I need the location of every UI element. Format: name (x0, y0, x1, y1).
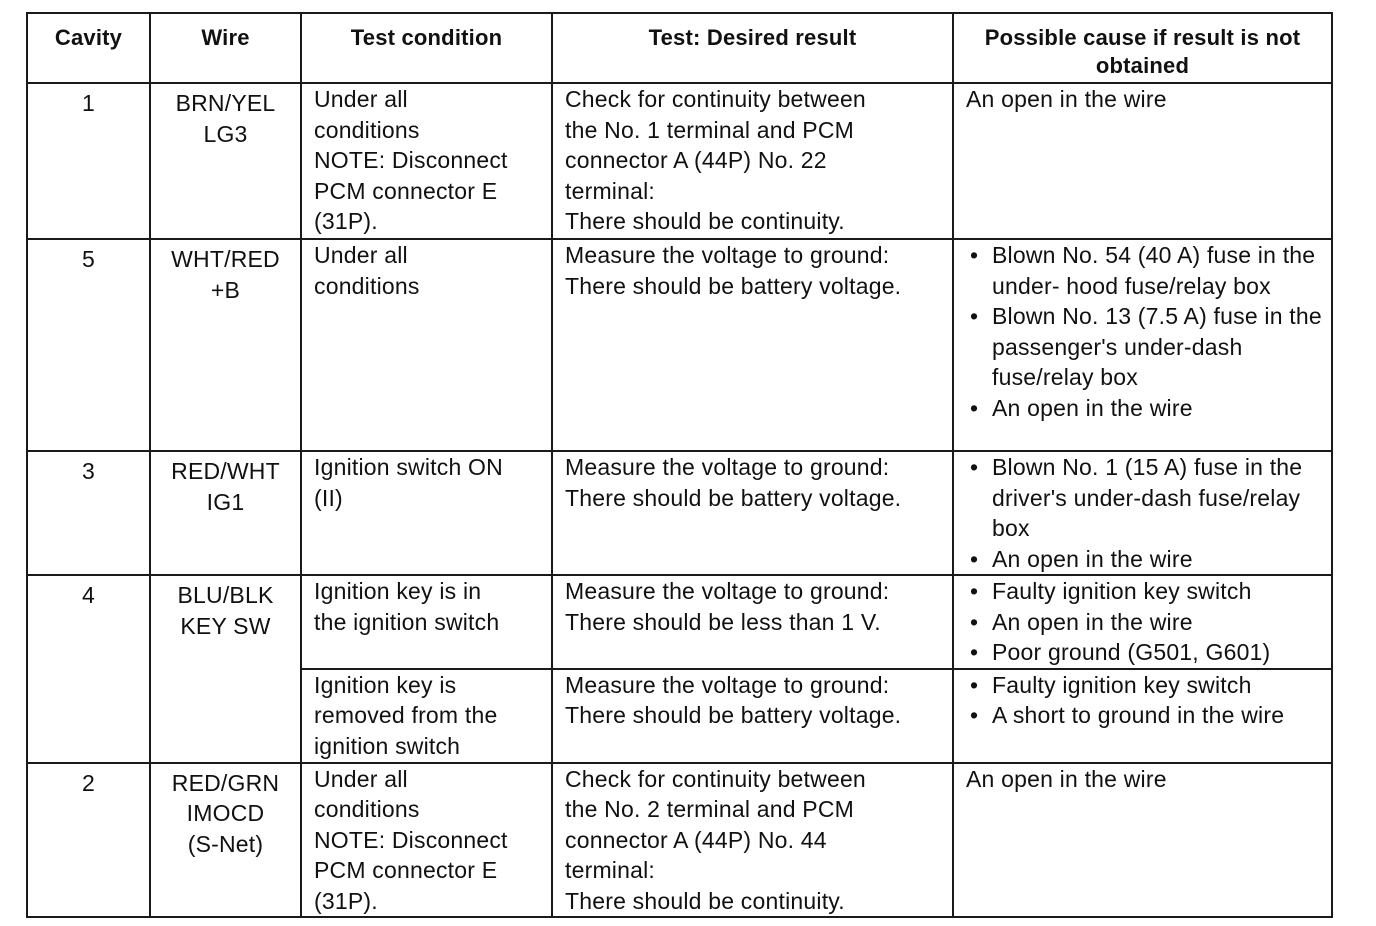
bullet-icon: • (970, 545, 979, 572)
cavity-cell: 4 (27, 575, 150, 763)
cavity-cell: 3 (27, 451, 150, 575)
result-line: the No. 2 terminal and PCM (565, 796, 854, 822)
result-line: connector A (44P) No. 44 (565, 826, 827, 853)
list-item (966, 301, 1323, 393)
condition-note: PCM connector E (314, 857, 498, 883)
wire-signal: IG1 (206, 488, 245, 515)
cause-text: An open in the wire (966, 765, 1167, 792)
table-row (27, 83, 1332, 239)
wire-signal: IMOCD (186, 800, 265, 826)
test-condition-cell (301, 575, 552, 669)
wire-color: RED/GRN (171, 769, 280, 796)
wire-color: BLU/BLK (177, 582, 274, 608)
bullet-icon: • (970, 578, 979, 604)
cause-item-text: Faulty ignition key switch (992, 671, 1252, 698)
desired-result-cell (552, 669, 953, 763)
result-line: Measure the voltage to ground: (565, 454, 890, 480)
condition-note: NOTE: Disconnect (314, 147, 508, 173)
list-item (966, 452, 1323, 544)
wire-color: RED/WHT (171, 458, 280, 484)
cause-item-text: A short to ground in the wire (992, 702, 1285, 728)
wire-cell (150, 763, 301, 918)
condition-line: Under all (314, 242, 408, 268)
test-condition-cell (301, 451, 552, 575)
cavity-cell: 2 (27, 763, 150, 918)
condition-note: (31P). (314, 887, 378, 914)
desired-result-cell (552, 575, 953, 669)
possible-cause-cell (953, 451, 1332, 575)
result-line: There should be continuity. (565, 887, 845, 914)
result-line: connector A (44P) No. 22 (565, 147, 827, 173)
test-condition-cell (301, 83, 552, 239)
cause-item-text: An open in the wire (992, 545, 1193, 572)
result-line: There should be less than 1 V. (565, 608, 881, 635)
list-item (966, 240, 1323, 301)
result-line: Measure the voltage to ground: (565, 578, 890, 604)
bullet-icon: • (970, 608, 979, 635)
wire-signal: KEY SW (180, 612, 271, 639)
condition-line: Under all (314, 765, 408, 792)
condition-line: conditions (314, 272, 420, 299)
cause-text: An open in the wire (966, 86, 1167, 112)
possible-cause-cell (953, 239, 1332, 451)
list-item (966, 607, 1323, 638)
list-item (966, 637, 1323, 668)
list-item (966, 576, 1323, 607)
test-condition-cell (301, 239, 552, 451)
condition-line: (II) (314, 484, 343, 511)
result-line: Measure the voltage to ground: (565, 242, 890, 268)
condition-line: removed from the (314, 702, 498, 728)
cause-list (966, 670, 1323, 731)
condition-line: Ignition switch ON (314, 454, 503, 480)
header-test-condition: Test condition (301, 13, 552, 83)
wire-cell (150, 575, 301, 763)
desired-result-cell (552, 451, 953, 575)
table-row (27, 763, 1332, 918)
table-row (27, 239, 1332, 451)
result-line: Measure the voltage to ground: (565, 671, 890, 698)
list-item (966, 544, 1323, 575)
result-line: terminal: (565, 857, 655, 883)
condition-line: conditions (314, 116, 420, 143)
cause-item-text: An open in the wire (992, 608, 1193, 635)
diagnosis-table-container (26, 12, 1331, 918)
cause-item-text: Blown No. 54 (40 A) fuse in the under- hood fuse/relay box (992, 242, 1316, 299)
result-line: There should be battery voltage. (565, 272, 902, 299)
desired-result-cell (552, 763, 953, 918)
result-line: Check for continuity between (565, 765, 866, 792)
header-wire: Wire (150, 13, 301, 83)
condition-line: conditions (314, 796, 420, 822)
cause-item-text: Blown No. 13 (7.5 A) fuse in the passenger's under-dash fuse/relay box (992, 303, 1322, 390)
condition-line: Ignition key is in (314, 578, 482, 604)
bullet-icon: • (970, 454, 979, 480)
condition-note: NOTE: Disconnect (314, 826, 508, 853)
result-line: There should be battery voltage. (565, 702, 902, 728)
desired-result-cell (552, 83, 953, 239)
test-condition-cell (301, 669, 552, 763)
table-row (27, 575, 1332, 669)
result-line: Check for continuity between (565, 86, 866, 112)
cause-item-text: Poor ground (G501, G601) (992, 639, 1271, 665)
list-item (966, 670, 1323, 701)
condition-line: Under all (314, 86, 408, 112)
cause-item-text: An open in the wire (992, 394, 1193, 421)
possible-cause-cell (953, 83, 1332, 239)
cavity-cell: 1 (27, 83, 150, 239)
wire-signal: LG3 (203, 120, 248, 147)
result-line: terminal: (565, 177, 655, 204)
list-item (966, 700, 1323, 731)
condition-line: ignition switch (314, 732, 461, 759)
cause-list (966, 452, 1323, 574)
condition-line: Ignition key is (314, 671, 457, 698)
header-desired-result: Test: Desired result (552, 13, 953, 83)
header-row (27, 13, 1332, 83)
header-cavity: Cavity (27, 13, 150, 83)
wire-cell (150, 239, 301, 451)
bullet-icon: • (970, 639, 979, 665)
cause-item-text: Blown No. 1 (15 A) fuse in the driver's under-dash fuse/relay box (992, 454, 1303, 541)
cause-list (966, 240, 1323, 423)
bullet-icon: • (970, 394, 979, 421)
connector-test-table (26, 12, 1333, 918)
wire-network: (S-Net) (187, 830, 264, 857)
bullet-icon: • (970, 702, 979, 728)
possible-cause-cell (953, 763, 1332, 918)
bullet-icon: • (970, 671, 979, 698)
cause-item-text: Faulty ignition key switch (992, 578, 1252, 604)
bullet-icon: • (970, 303, 979, 329)
desired-result-cell (552, 239, 953, 451)
wire-signal: +B (210, 276, 241, 303)
table-row (27, 451, 1332, 575)
header-possible-cause: Possible cause if result is not obtained (953, 13, 1332, 83)
wire-color: BRN/YEL (175, 90, 276, 116)
bullet-icon: • (970, 242, 979, 268)
possible-cause-cell (953, 575, 1332, 669)
list-item (966, 393, 1323, 424)
wire-cell (150, 83, 301, 239)
condition-note: PCM connector E (314, 177, 498, 204)
cause-list (966, 576, 1323, 668)
result-line: the No. 1 terminal and PCM (565, 116, 854, 143)
result-line: There should be battery voltage. (565, 484, 902, 511)
condition-line: the ignition switch (314, 608, 500, 635)
wire-cell (150, 451, 301, 575)
wire-color: WHT/RED (171, 246, 280, 272)
possible-cause-cell (953, 669, 1332, 763)
cavity-cell: 5 (27, 239, 150, 451)
test-condition-cell (301, 763, 552, 918)
condition-note: (31P). (314, 208, 378, 234)
result-line: There should be continuity. (565, 208, 845, 234)
